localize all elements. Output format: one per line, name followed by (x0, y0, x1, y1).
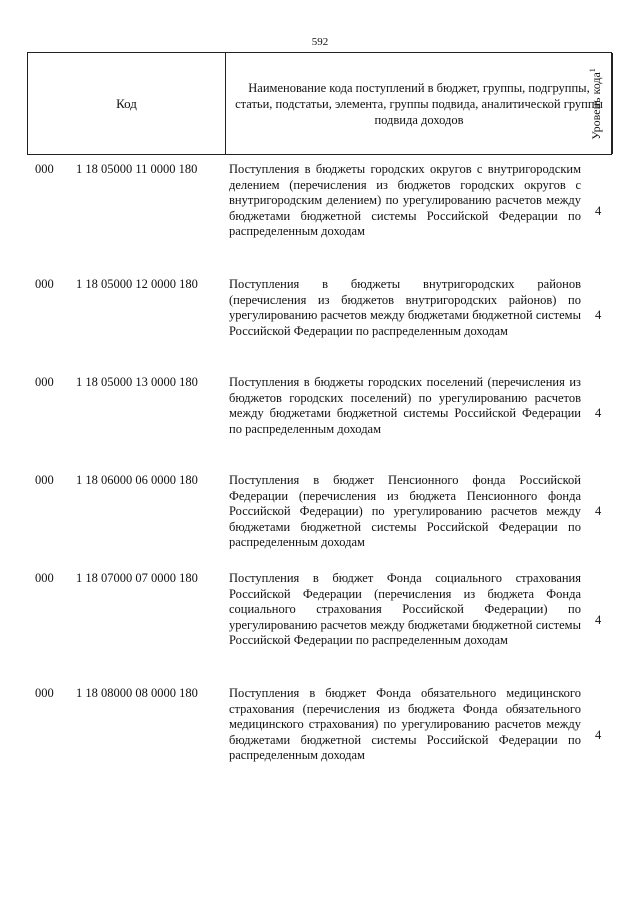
budget-code: 1 18 05000 12 0000 180 (76, 277, 198, 291)
income-name: Поступления в бюджет Пенсионного фонда Российской Федерации (перечисления из бюджета Пенсионного фонда Российской Федерации) по урегулированию расчетов между бюджетами бюджетной системы Российской Федерации по распределенным доходам (229, 473, 581, 549)
income-name: Поступления в бюджеты городских округов с внутригородским делением (перечисления из бюджетов городских округов с внутригородским делением) по урегулированию расчетов между бюджетами бюджетной системы Российской Федерации по распределенным доходам (229, 162, 581, 238)
code-level: 4 (595, 504, 602, 518)
income-name: Поступления в бюджет Фонда социального страхования Российской Федерации (перечисления из бюджета Фонда социального страхования Российской Федерации) по урегулированию расчетов между бюджетами бюджетной системы Российской Федерации по распределенным доходам (229, 571, 581, 647)
code-level: 4 (595, 613, 602, 627)
code-level: 4 (595, 308, 602, 322)
budget-code: 1 18 05000 13 0000 180 (76, 375, 198, 389)
header-code-cell (28, 53, 226, 154)
header-level-cell (580, 53, 611, 154)
code-level: 4 (595, 204, 602, 218)
budget-code: 1 18 07000 07 0000 180 (76, 571, 198, 585)
budget-code: 1 18 05000 11 0000 180 (76, 162, 198, 176)
admin-code: 000 (35, 686, 54, 700)
admin-code: 000 (35, 375, 54, 389)
header-name-cell (226, 53, 613, 154)
admin-code: 000 (35, 473, 54, 487)
admin-code: 000 (35, 277, 54, 291)
page-number: 592 (311, 36, 329, 48)
header-level-footnote: 1 (587, 67, 597, 72)
header-level-text: Уровень кода (588, 71, 603, 140)
header-code-label: Код (116, 95, 137, 111)
code-level: 4 (595, 728, 602, 742)
code-level: 4 (595, 406, 602, 420)
income-name: Поступления в бюджет Фонда обязательного медицинского страхования (перечисления из бюджета Фонда обязательного медицинского страхования) по урегулированию расчетов между бюджетами бюджетной системы Российской Федерации по распределенным доходам (229, 686, 581, 762)
income-name: Поступления в бюджеты внутригородских районов (перечисления из бюджетов внутригородских районов) по урегулированию расчетов между бюджетами бюджетной системы Российской Федерации по распределенным доходам (229, 277, 581, 338)
budget-code: 1 18 08000 08 0000 180 (76, 686, 198, 700)
table-header (27, 52, 612, 155)
income-name: Поступления в бюджеты городских поселений (перечисления из бюджетов городских поселений) по урегулированию расчетов между бюджетами бюджетной системы Российской Федерации по распределенным доходам (229, 375, 581, 436)
admin-code: 000 (35, 162, 54, 176)
header-name-label: Наименование кода поступлений в бюджет, группы, подгруппы, статьи, подстатьи, элемента, группы подвида, аналитической группы подвида доходов (235, 80, 603, 127)
admin-code: 000 (35, 571, 54, 585)
budget-code: 1 18 06000 06 0000 180 (76, 473, 198, 487)
header-level-label (588, 68, 604, 140)
